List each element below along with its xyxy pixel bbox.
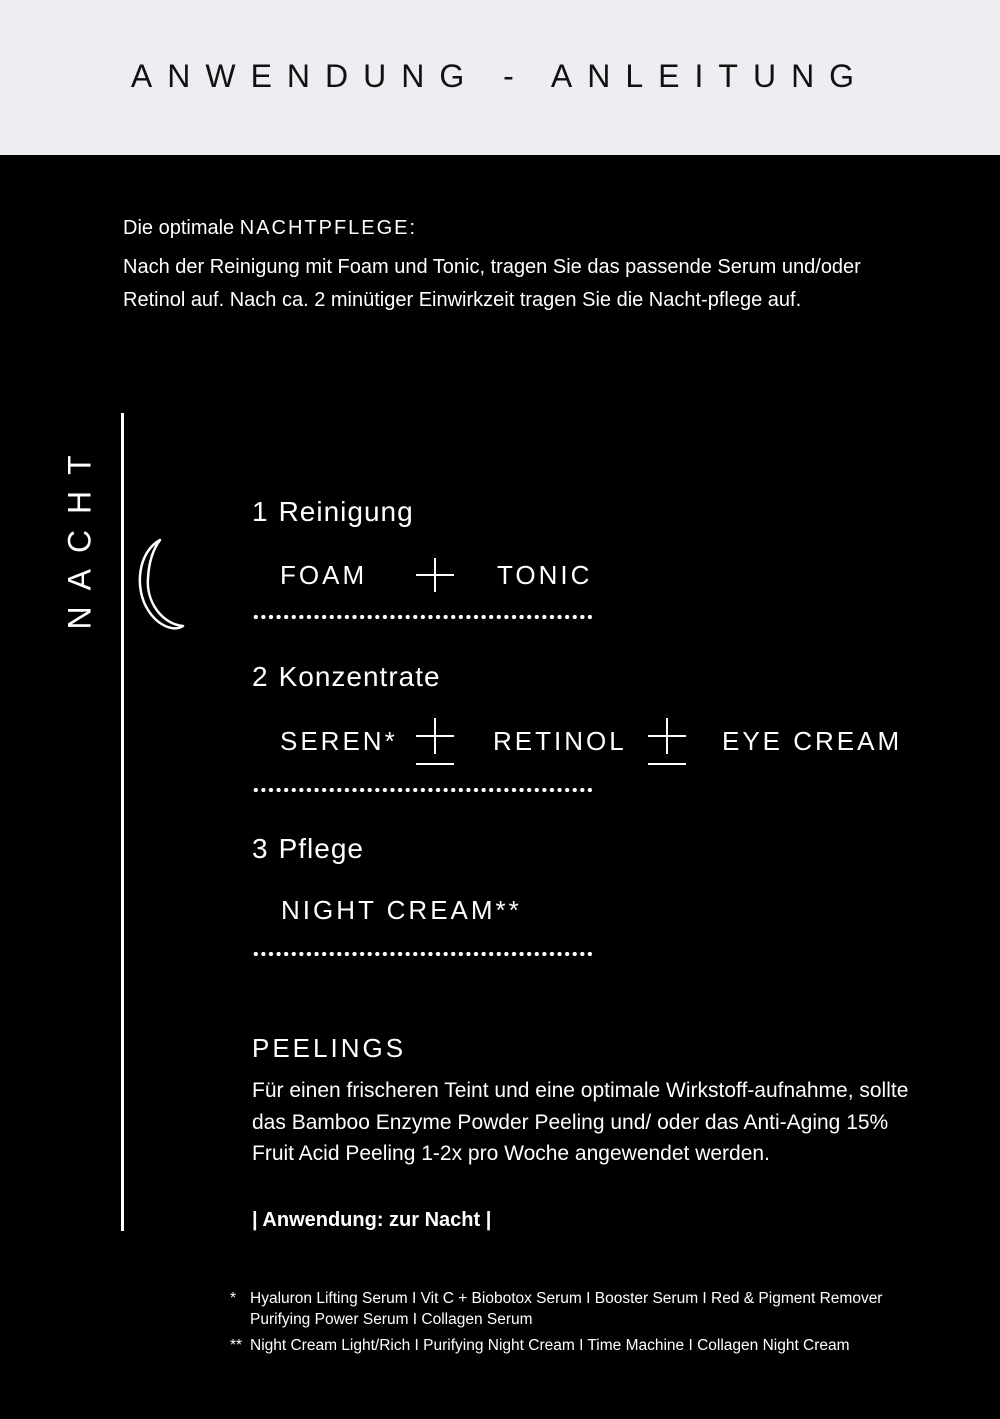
plus-minus-icon <box>648 716 686 766</box>
product-night-cream: NIGHT CREAM** <box>281 895 522 925</box>
product-tonic: TONIC <box>497 560 593 590</box>
dotted-separator <box>252 614 592 620</box>
intro-section <box>123 212 943 317</box>
plus-icon <box>416 558 454 592</box>
product-seren: SEREN* <box>280 726 398 756</box>
product-retinol: RETINOL <box>493 726 627 756</box>
footnote-2: ** Night Cream Light/Rich I Purifying Night Cream I Time Machine I Collagen Night Cream <box>230 1337 850 1354</box>
intro-lead: Die optimale NACHTPFLEGE: <box>123 217 416 239</box>
step-2-heading: 2 Konzentrate <box>252 661 441 692</box>
dotted-separator <box>252 787 592 793</box>
footnote-1: * Hyaluron Lifting Serum I Vit C + Biobotox Serum I Booster Serum I Red & Pigment Remover Purifying Power Serum I Collagen Serum <box>230 1290 883 1328</box>
peelings-heading: PEELINGS <box>252 1033 407 1063</box>
intro-body: Nach der Reinigung mit Foam und Tonic, tragen Sie das passende Serum und/oder Retinol auf. Nach ca. 2 minütiger Einwirkzeit tragen Sie die Nacht-pflege auf. <box>123 256 861 311</box>
intro-lead-caps: NACHTPFLEGE <box>239 217 410 239</box>
vertical-divider <box>121 413 124 1231</box>
dotted-separator <box>252 951 592 957</box>
product-eye-cream: EYE CREAM <box>722 726 903 756</box>
crescent-moon-icon <box>134 536 186 636</box>
peelings-text: Für einen frischeren Teint und eine optimale Wirkstoff-aufnahme, sollte das Bamboo Enzyme Powder Peeling und/ oder das Anti-Aging 15% Fruit Acid Peeling 1-2x pro Woche angewendet werden. <box>252 1079 909 1165</box>
plus-minus-icon <box>416 716 454 766</box>
side-label-nacht: NACHT <box>61 439 98 630</box>
header-bar <box>0 0 1000 155</box>
page-title: ANWENDUNG - ANLEITUNG <box>130 58 870 94</box>
peelings-usage-note: | Anwendung: zur Nacht | <box>252 1209 492 1231</box>
step-3-heading: 3 Pflege <box>252 833 364 864</box>
step-1-heading: 1 Reinigung <box>252 496 414 527</box>
product-foam: FOAM <box>280 560 368 590</box>
